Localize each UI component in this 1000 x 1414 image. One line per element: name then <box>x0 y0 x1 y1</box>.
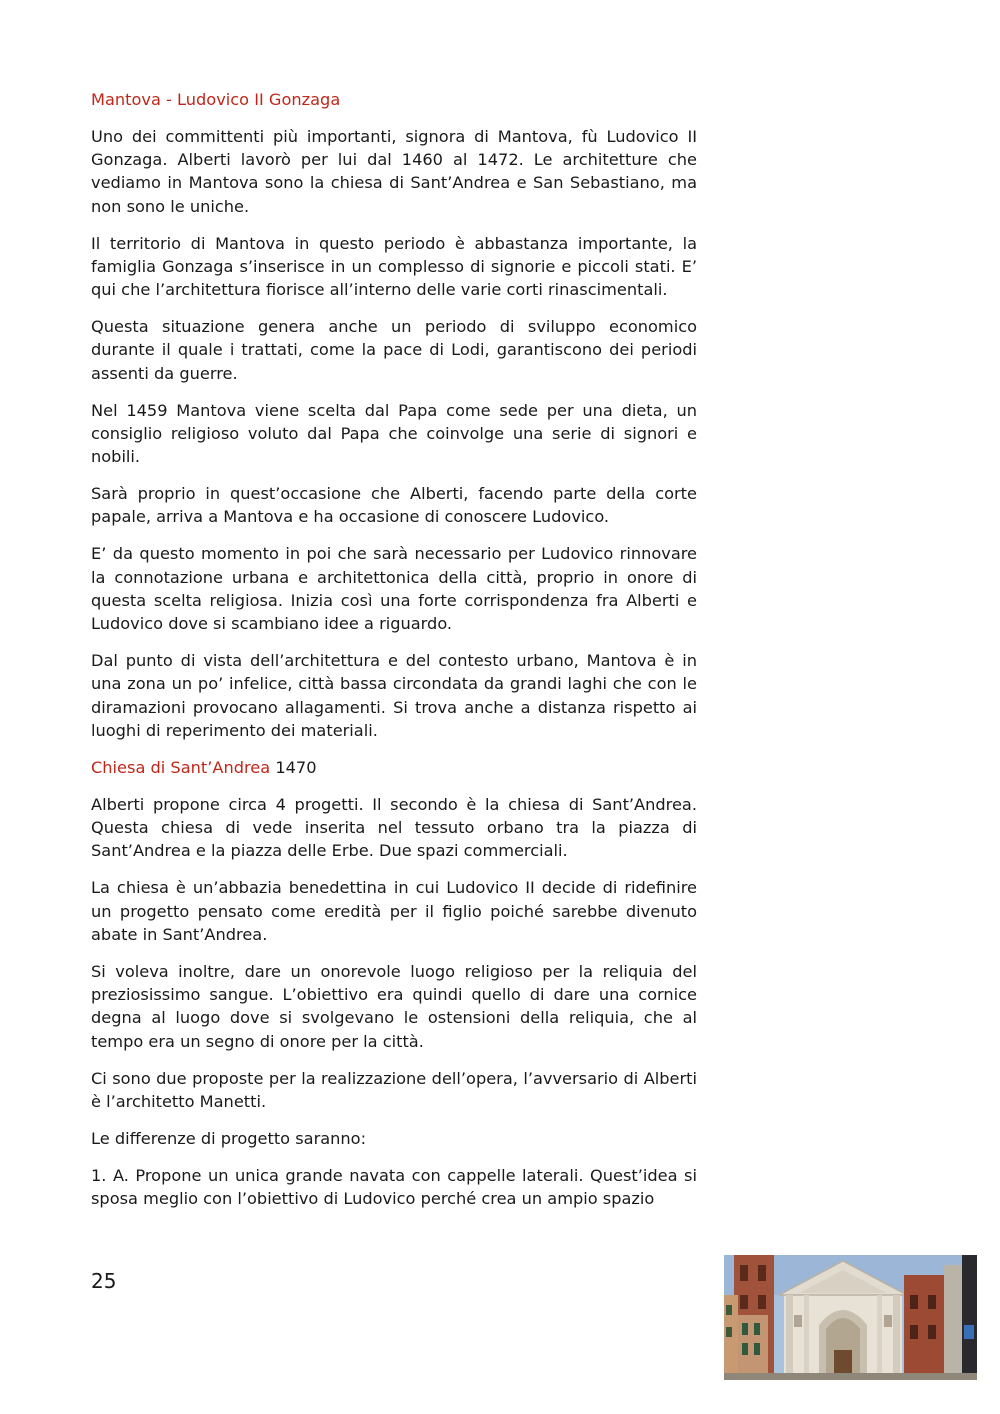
paragraph: Il territorio di Mantova in questo periodo è abbastanza importante, la famiglia Gonzaga s’inserisce in un complesso di signorie e piccoli stati. E’ qui che l’architettura fiorisce all’interno delle varie corti rinascimentali. <box>91 233 697 300</box>
subsection-title-text: Chiesa di Sant’Andrea <box>91 757 271 777</box>
church-facade-image <box>724 1255 977 1380</box>
page-number: 25 <box>91 1269 117 1293</box>
paragraph: 1. A. Propone un unica grande navata con cappelle laterali. Quest’idea si sposa meglio con l’obiettivo di Ludovico perché crea un ampio spazio <box>91 1165 697 1208</box>
church-photo <box>724 1255 977 1380</box>
paragraph: Questa situazione genera anche un periodo di sviluppo economico durante il quale i trattati, come la pace di Lodi, garantiscono dei periodi assenti da guerre. <box>91 317 697 383</box>
subsection-title <box>91 756 697 779</box>
paragraph: Nel 1459 Mantova viene scelta dal Papa come sede per una dieta, un consiglio religioso voluto dal Papa che coinvolge una serie di signori e nobili. <box>91 400 697 467</box>
subsection-year: 1470 <box>270 757 317 777</box>
paragraph: Uno dei committenti più importanti, signora di Mantova, fù Ludovico II Gonzaga. Alberti lavorò per lui dal 1460 al 1472. Le architetture che vediamo in Mantova sono la chiesa di Sant’Andrea e San Sebastiano, ma non sono le uniche. <box>91 126 697 216</box>
page-content <box>91 88 697 1224</box>
section-title <box>91 88 697 111</box>
paragraph: Ci sono due proposte per la realizzazione dell’opera, l’avversario di Alberti è l’architetto Manetti. <box>91 1068 697 1111</box>
paragraph: Sarà proprio in quest’occasione che Alberti, facendo parte della corte papale, arriva a Mantova e ha occasione di conoscere Ludovico. <box>91 484 697 527</box>
paragraph: Alberti propone circa 4 progetti. Il secondo è la chiesa di Sant’Andrea. Questa chiesa di vede inserita nel tessuto orbano tra la piazza di Sant’Andrea e la piazza delle Erbe. Due spazi commerciali. <box>91 794 697 861</box>
paragraph: Si voleva inoltre, dare un onorevole luogo religioso per la reliquia del preziosissimo sangue. L’obiettivo era quindi quello di dare una cornice degna al luogo dove si svolgevano le ostensioni della reliquia, che al tempo era un segno di onore per la città. <box>91 961 697 1051</box>
paragraph: La chiesa è un’abbazia benedettina in cui Ludovico II decide di ridefinire un progetto pensato come eredità per il figlio poiché sarebbe divenuto abate in Sant’Andrea. <box>91 878 697 944</box>
section-title-text: Mantova - Ludovico II Gonzaga <box>91 90 341 109</box>
paragraph: Dal punto di vista dell’architettura e del contesto urbano, Mantova è in una zona un po’ infelice, città bassa circondata da grandi laghi che con le diramazioni provocano allagamenti. Si trova anche a distanza rispetto ai luoghi di reperimento dei materiali. <box>91 651 697 740</box>
paragraph: Le differenze di progetto saranno: <box>91 1128 367 1148</box>
paragraph: E’ da questo momento in poi che sarà necessario per Ludovico rinnovare la connotazione urbana e architettonica della città, proprio in onore di questa scelta religiosa. Inizia così una forte corrispondenza fra Alberti e Ludovico dove si scambiano idee a riguardo. <box>91 544 697 634</box>
